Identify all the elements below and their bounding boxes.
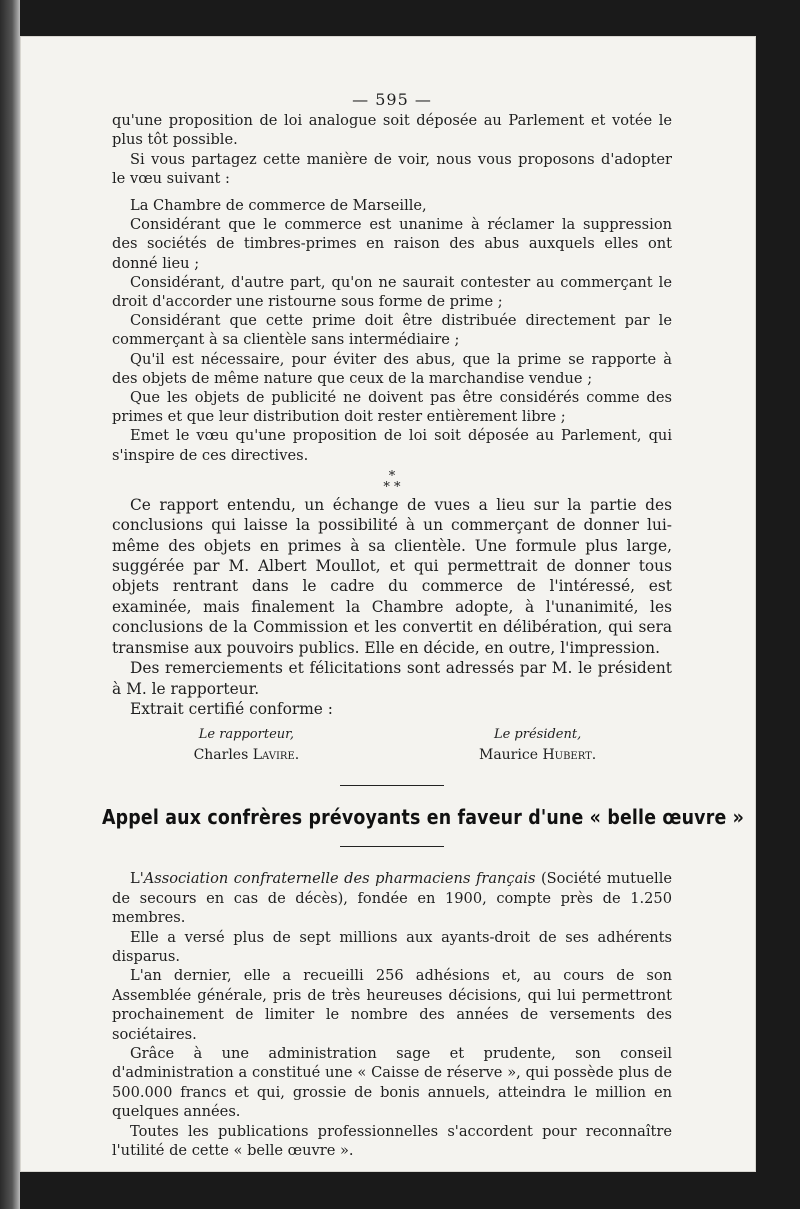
star-top: * [388, 468, 396, 484]
discussion-section [112, 495, 672, 719]
discussion-paragraph: Ce rapport entendu, un échange de vues a lieu sur la partie des conclusions qui laisse la possibilité à un commerçant de donner lui-même des objets en primes à sa clientèle. Une formule plus large, suggérée par M. Albert Moullot, et qui permettrait de donner tous objets rentrant dans le cadre du commerce de l'intéressé, est examinée, mais finalement la Chambre adopte, à l'unanimité, les conclusions de la Commission et les convertit en délibération, qui sera transmise aux pouvoirs publics. Elle en décide, en outre, l'impression. [112, 495, 672, 657]
page-number: — 595 — [352, 90, 432, 109]
binding-edge [0, 0, 20, 1209]
thanks-paragraph: Des remerciements et félicitations sont adressés par M. le président à M. le rapporteur. [112, 659, 672, 698]
voeu-line: Considérant, d'autre part, qu'on ne saurait contester au commerçant le droit d'accorder une ristourne sous forme de prime ; [112, 273, 672, 311]
signature-name [403, 745, 672, 765]
divider-rule-top [340, 785, 444, 786]
article-paragraph: Grâce à une administration sage et prudente, son conseil d'administration a constitué une « Caisse de réserve », qui possède plus de 500.000 francs et qui, grossie de bonis annuels, atteindra le million en quelques années. [112, 1044, 672, 1121]
voeu-line: Considérant que le commerce est unanime à réclamer la suppression des sociétés de timbres-primes en raison des abus auxquels elles ont donné lieu ; [112, 216, 672, 272]
article-paragraph: Toutes les publications professionnelles s'accordent pour reconnaître l'utilité de cette « belle œuvre ». [112, 1122, 672, 1160]
intro-continuation: qu'une proposition de loi analogue soit déposée au Parlement et votée le plus tôt possible. [112, 112, 672, 149]
signature-role: Le rapporteur, [198, 727, 295, 743]
voeu-line: Que les objets de publicité ne doivent pas être considérés comme des primes et que leur distribution doit rester entièrement libre ; [112, 389, 672, 426]
signature-president [403, 725, 672, 765]
document-page [20, 36, 756, 1172]
article-paragraph: L'an dernier, elle a recueilli 256 adhésions et, au cours de son Assemblée générale, pris de très heureuses décisions, qui lui permettront prochainement de limiter le nombre des années de versements des sociétaires. [112, 967, 672, 1043]
page-content [102, 90, 745, 1160]
signature-last-name: Hubert. [542, 747, 597, 764]
signature-first-name: Maurice [478, 747, 543, 764]
certified-extract: Extrait certifié conforme : [130, 699, 333, 718]
signature-last-name: Lavire. [252, 747, 300, 764]
signature-role: Le président, [493, 727, 582, 743]
article-prefix: L' [130, 870, 144, 888]
article-body [112, 869, 672, 1160]
intro-proposal: Si vous partagez cette manière de voir, nous vous proposons d'adopter le vœu suivant : [112, 150, 672, 187]
signature-first-name: Charles [193, 747, 253, 764]
voeu-line: Considérant que cette prime doit être distribuée directement par le commerçant à sa clientèle sans intermédiaire ; [112, 312, 672, 349]
section-separator-stars [112, 468, 672, 495]
article-paragraph [112, 869, 672, 927]
article-heading: Appel aux confrères prévoyants en faveur d'une « belle œuvre » [102, 805, 745, 830]
voeu-line: Emet le vœu qu'une proposition de loi soit déposée au Parlement, qui s'inspire de ces directives. [112, 427, 672, 464]
voeu-line: Qu'il est nécessaire, pour éviter des abus, que la prime se rapporte à des objets de même nature que ceux de la marchandise vendue ; [112, 350, 672, 387]
signature-name [112, 745, 381, 765]
signatures [112, 725, 672, 765]
voeu-line: La Chambre de commerce de Marseille, [130, 197, 427, 215]
article-text: (Société mutuelle de secours en cas de décès), fondée en 1900, compte près de 1.250 membres. [112, 870, 672, 927]
star-bottom: * * [383, 479, 401, 495]
article-paragraph: Elle a versé plus de sept millions aux ayants-droit de ses adhérents disparus. [112, 928, 672, 965]
signature-rapporteur [112, 725, 381, 765]
association-name: Association confraternelle des pharmaciens français [143, 870, 536, 888]
